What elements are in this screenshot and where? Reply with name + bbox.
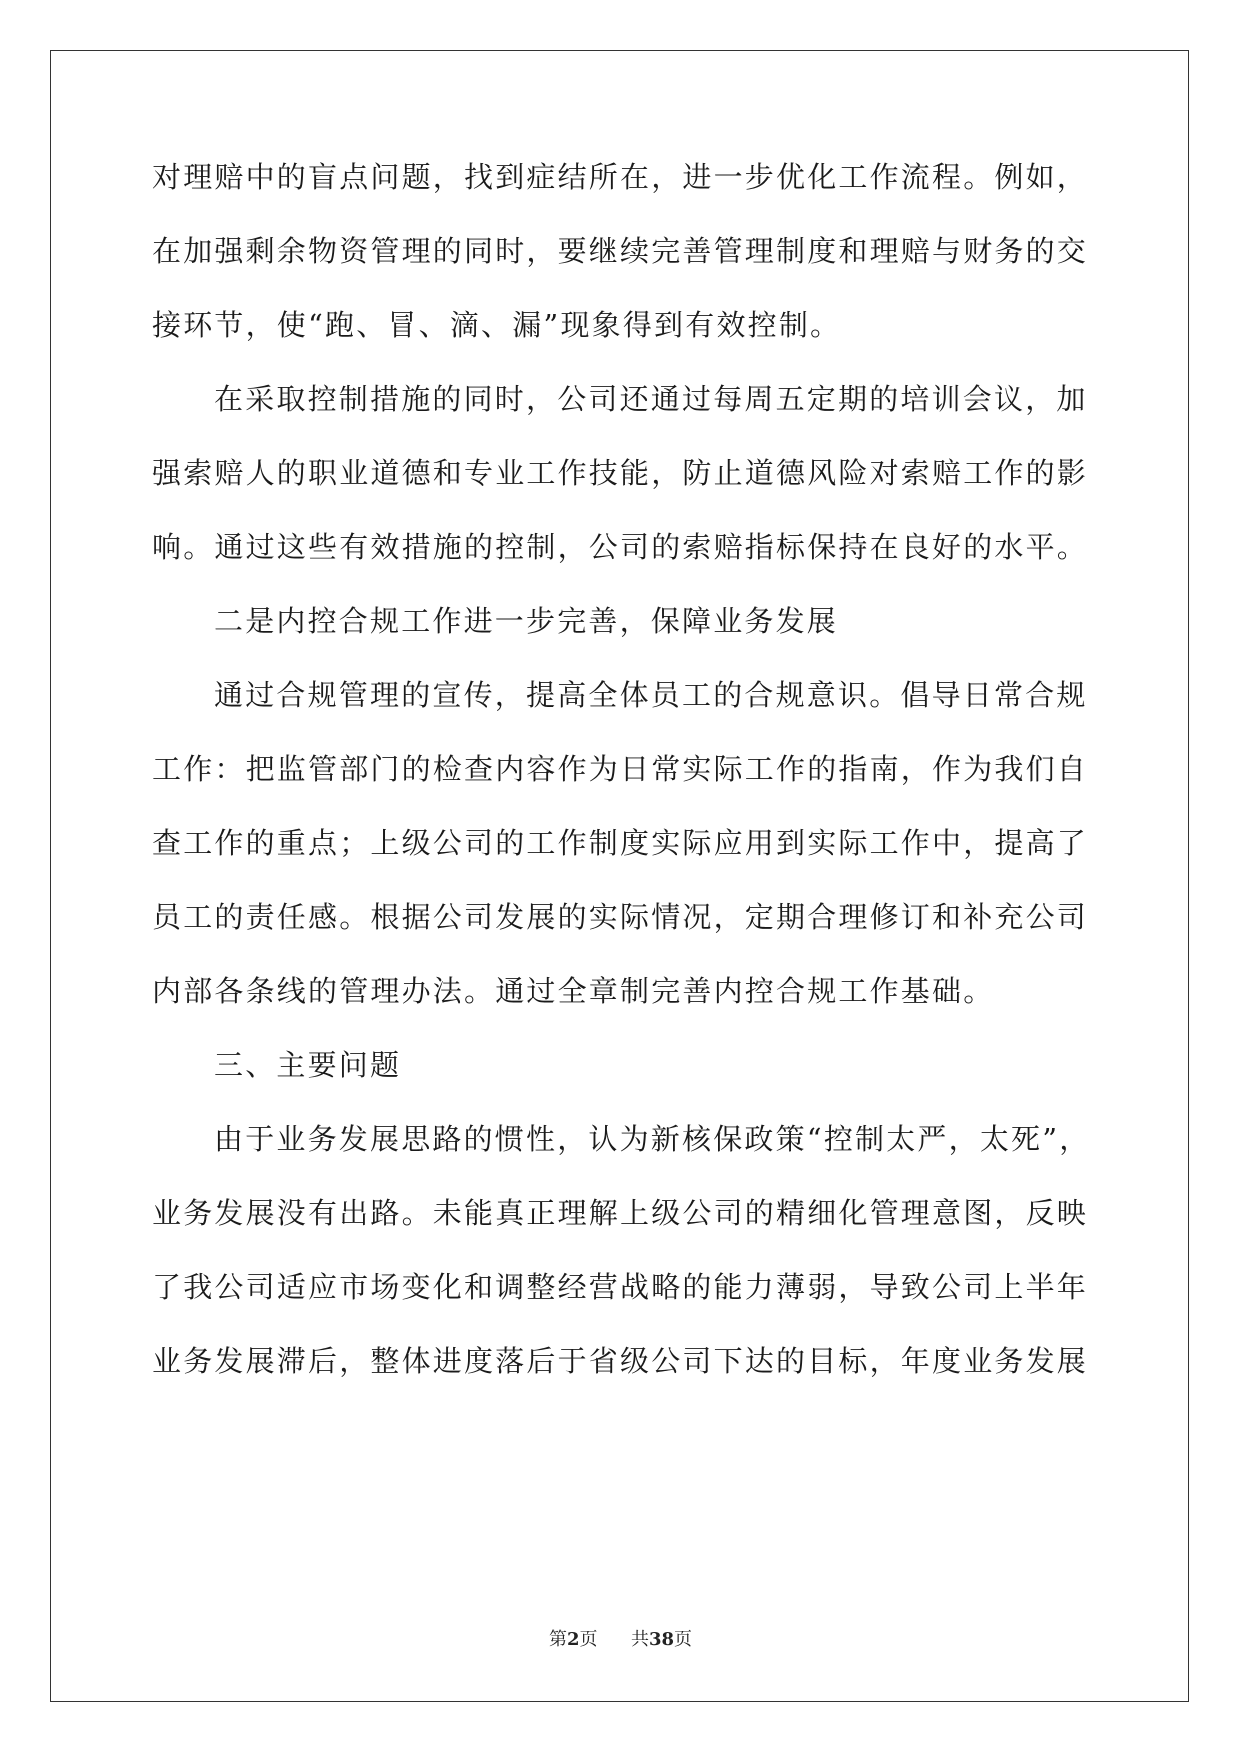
text-line: 内部各条线的管理办法。通过全章制完善内控合规工作基础。	[152, 974, 995, 1008]
paragraph-start-line: 在采取控制措施的同时，公司还通过每周五定期的培训会议，加	[214, 382, 1088, 416]
text-line: 业务发展没有出路。未能真正理解上级公司的精细化管理意图，反映	[152, 1196, 1089, 1230]
total-pages: 38	[648, 1629, 675, 1650]
paragraph-start-line: 由于业务发展思路的惯性，认为新核保政策“控制太严，太死”，	[214, 1122, 1091, 1156]
text-line: 接环节，使“跑、冒、滴、漏”现象得到有效控制。	[152, 308, 842, 342]
paragraph-start-line: 通过合规管理的宣传，提高全体员工的合规意识。倡导日常合规	[214, 678, 1088, 712]
section-heading: 三、主要问题	[214, 1048, 402, 1082]
document-body	[152, 162, 1092, 1420]
text-line: 工作：把监管部门的检查内容作为日常实际工作的指南，作为我们自	[152, 752, 1089, 786]
total-suffix: 页	[674, 1629, 693, 1650]
text-line: 业务发展滞后，整体进度落后于省级公司下达的目标，年度业务发展	[152, 1344, 1089, 1378]
text-line: 强索赔人的职业道德和专业工作技能，防止道德风险对索赔工作的影	[152, 456, 1089, 490]
text-line: 对理赔中的盲点问题，找到症结所在，进一步优化工作流程。例如，	[152, 160, 1089, 194]
text-line: 查工作的重点；上级公司的工作制度实际应用到实际工作中，提高了	[152, 826, 1089, 860]
section-heading: 二是内控合规工作进一步完善，保障业务发展	[214, 604, 839, 638]
page-footer	[0, 1625, 1241, 1651]
text-line: 了我公司适应市场变化和调整经营战略的能力薄弱，导致公司上半年	[152, 1270, 1089, 1304]
text-line: 员工的责任感。根据公司发展的实际情况，定期合理修订和补充公司	[152, 900, 1089, 934]
page-prefix: 第	[548, 1629, 567, 1650]
total-prefix: 共	[630, 1629, 649, 1650]
text-line: 响。通过这些有效措施的控制，公司的索赔指标保持在良好的水平。	[152, 530, 1089, 564]
page-suffix: 页	[579, 1629, 598, 1650]
page-number: 2	[566, 1629, 580, 1650]
text-line: 在加强剩余物资管理的同时，要继续完善管理制度和理赔与财务的交	[152, 234, 1089, 268]
